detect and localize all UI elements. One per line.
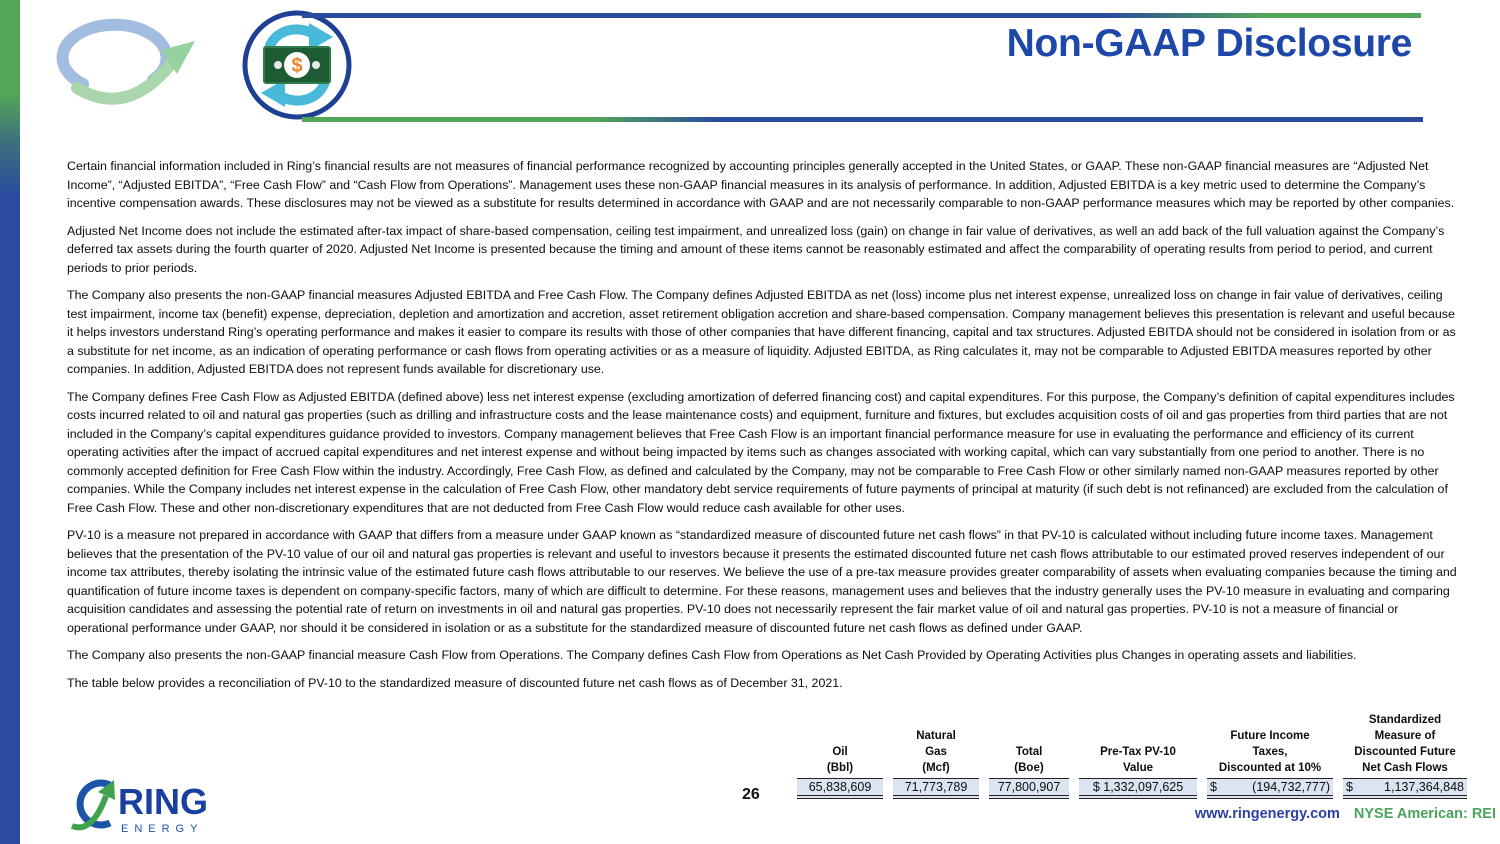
table-cell-oil: 65,838,609 (797, 778, 883, 799)
column-header: Pre-Tax PV-10 Value (1100, 746, 1176, 774)
money-cycle-icon (241, 9, 353, 121)
paragraph-adjusted-net-income: Adjusted Net Income does not include the estimated after-tax impact of share-based compensation, ceiling test impairment, and unrealized loss (gain) on change in fair value of derivatives, as well an add back of the full valuation against the Company’s deferred tax assets during the fourth quarter of 2020. Adjusted Net Income is presented because the timing and amount of these items cannot be reasonably estimated and affect the comparability of operating results from period to period, and current periods to prior periods. (67, 223, 1445, 275)
amount: 1,137,364,848 (1384, 780, 1464, 794)
table-cell-total: 77,800,907 (989, 778, 1069, 799)
table-column-oil (797, 744, 883, 799)
header-rule-top (302, 13, 1421, 18)
page-number: 26 (742, 786, 760, 803)
paragraph-cash-flow-operations: The Company also presents the non-GAAP financial measure Cash Flow from Operations. The Company defines Cash Flow from Operations as Net Cash Provided by Operating Activities plus Changes in operating assets and liabilities. (67, 648, 1357, 662)
paragraph-adjusted-ebitda: The Company also presents the non-GAAP financial measures Adjusted EBITDA and Free Cash Flow. The Company defines Adjusted EBITDA as net (loss) income plus net interest expense, unrealized loss on change in fair value of derivatives, ceiling test impairment, income tax (benefit) expense, depreciation, depletion and amortization and accretion, asset retirement obligation accretion and share-based compensation. Company management believes this presentation is relevant and useful because it helps investors understand Ring’s operating performance and makes it easier to compare its results with those of other companies that have different financing, capital and tax structures. Adjusted EBITDA should not be considered in isolation from or as a substitute for net income, as an indication of operating performance or cash flows from operating activities or as a measure of liquidity. Adjusted EBITDA, as Ring calculates it, may not be comparable to Adjusted EBITDA measures reported by other companies. In addition, Adjusted EBITDA does not represent funds available for discretionary use. (67, 288, 1456, 376)
table-column-natural-gas (893, 728, 979, 799)
ring-energy-logo (60, 772, 240, 838)
swoosh-logo (55, 8, 210, 113)
logo-wordmark: RING (118, 781, 208, 822)
amount: (194,732,777) (1252, 780, 1330, 794)
table-column-future-income-taxes (1207, 728, 1333, 799)
left-accent-bar (0, 0, 20, 844)
column-header: Total (Boe) (1014, 746, 1044, 774)
column-header: Oil (Bbl) (826, 746, 854, 774)
paragraph-free-cash-flow: The Company defines Free Cash Flow as Adjusted EBITDA (defined above) less net interest expense (excluding amortization of deferred financing cost) and capital expenditures. For this purpose, the Company’s definition of capital expenditures includes costs incurred related to oil and natural gas properties (such as drilling and infrastructure costs and the lease maintenance costs) and equipment, furniture and fixtures, but excludes acquisition costs of oil and gas properties from third parties that are not included in the Company’s capital expenditures guidance provided to investors. Company management believes that Free Cash Flow is an important financial performance measure for use in evaluating the performance and efficiency of its current operating activities after the impact of accrued capital expenditures and net interest expense and without being impacted by items such as changes associated with working capital, which can vary substantially from one period to another. There is no commonly accepted definition for Free Cash Flow within the industry. Accordingly, Free Cash Flow, as defined and calculated by the Company, may not be comparable to Free Cash Flow or other similarly named non-GAAP measures reported by other companies. While the Company includes net interest expense in the calculation of Free Cash Flow, other mandatory debt service requirements of future payments of principal at maturity (if such debt is not refinanced) are excluded from the calculation of Free Cash Flow. These and other non-discretionary expenditures that are not deducted from Free Cash Flow would reduce cash available for other uses. (67, 389, 1455, 515)
table-column-total (989, 744, 1069, 799)
table-column-standardized-measure (1343, 712, 1467, 799)
currency-symbol: $ (1210, 780, 1217, 794)
table-cell-natural-gas: 71,773,789 (893, 778, 979, 799)
logo-subtext: ENERGY (121, 823, 204, 835)
column-header: Natural Gas (Mcf) (916, 730, 956, 774)
table-cell-future-income-taxes (1207, 778, 1333, 799)
paragraph-table-intro: The table below provides a reconciliation of PV-10 to the standardized measure of discounted future net cash flows as of December 31, 2021. (67, 675, 843, 690)
currency-symbol: $ (1346, 780, 1353, 794)
footer (1195, 806, 1496, 822)
dollar-bill-icon (264, 47, 330, 83)
header-rule-bottom (302, 117, 1423, 122)
disclosure-text (67, 157, 1462, 701)
column-header: Standardized Measure of Discounted Future Net Cash Flows (1354, 714, 1456, 774)
paragraph-pv10: PV-10 is a measure not prepared in accordance with GAAP that differs from a measure under GAAP known as “standardized measure of discounted future net cash flows” in that PV-10 is calculated without including future income taxes. Management believes that the presentation of the PV-10 value of our oil and natural gas properties is relevant and useful to investors because it presents the estimated discounted future net cash flows attributable to our estimated proved reserves independent of our income tax attributes, thereby isolating the intrinsic value of the estimated future cash flows attributable to our reserves. We believe the use of a pre-tax measure provides greater comparability of assets when evaluating companies because the timing and quantification of future income taxes is dependent on company-specific factors, many of which are difficult to determine. For these reasons, management uses and believes that the industry generally uses the PV-10 measure in evaluating and comparing acquisition candidates and assessing the potential rate of return on investments in oil and natural gas properties. PV-10 does not necessarily represent the fair market value of oil and natural gas properties. PV-10 is not a measure of financial or operational performance under GAAP, nor should it be considered in isolation or as a substitute for the standardized measure of discounted future net cash flows as defined under GAAP. (67, 528, 1457, 635)
pv10-reconciliation-table (797, 712, 1467, 799)
table-column-pretax-pv10 (1079, 744, 1197, 799)
table-cell-pretax-pv10: $ 1,332,097,625 (1079, 778, 1197, 799)
table-cell-standardized-measure (1343, 778, 1467, 799)
svg-text:$: $ (291, 55, 303, 77)
ticker-label: NYSE American: REI (1353, 806, 1496, 822)
column-header: Future Income Taxes, Discounted at 10% (1218, 730, 1322, 774)
paragraph-certain-financial: Certain financial information included in Ring’s financial results are not measures of financial performance recognized by accounting principles generally accepted in the United States, or GAAP. These non-GAAP financial measures are “Adjusted Net Income”, “Adjusted EBITDA”, “Free Cash Flow” and “Cash Flow from Operations”. Management uses these non-GAAP financial measures in its analysis of performance. In addition, Adjusted EBITDA is a key metric used to determine the Company’s incentive compensation awards. These disclosures may not be viewed as a substitute for results determined in accordance with GAAP and are not necessarily comparable to non-GAAP performance measures which may be reported by other companies. (67, 159, 1455, 210)
page-title: Non-GAAP Disclosure (1006, 22, 1412, 65)
website-link[interactable]: www.ringenergy.com (1194, 806, 1340, 822)
